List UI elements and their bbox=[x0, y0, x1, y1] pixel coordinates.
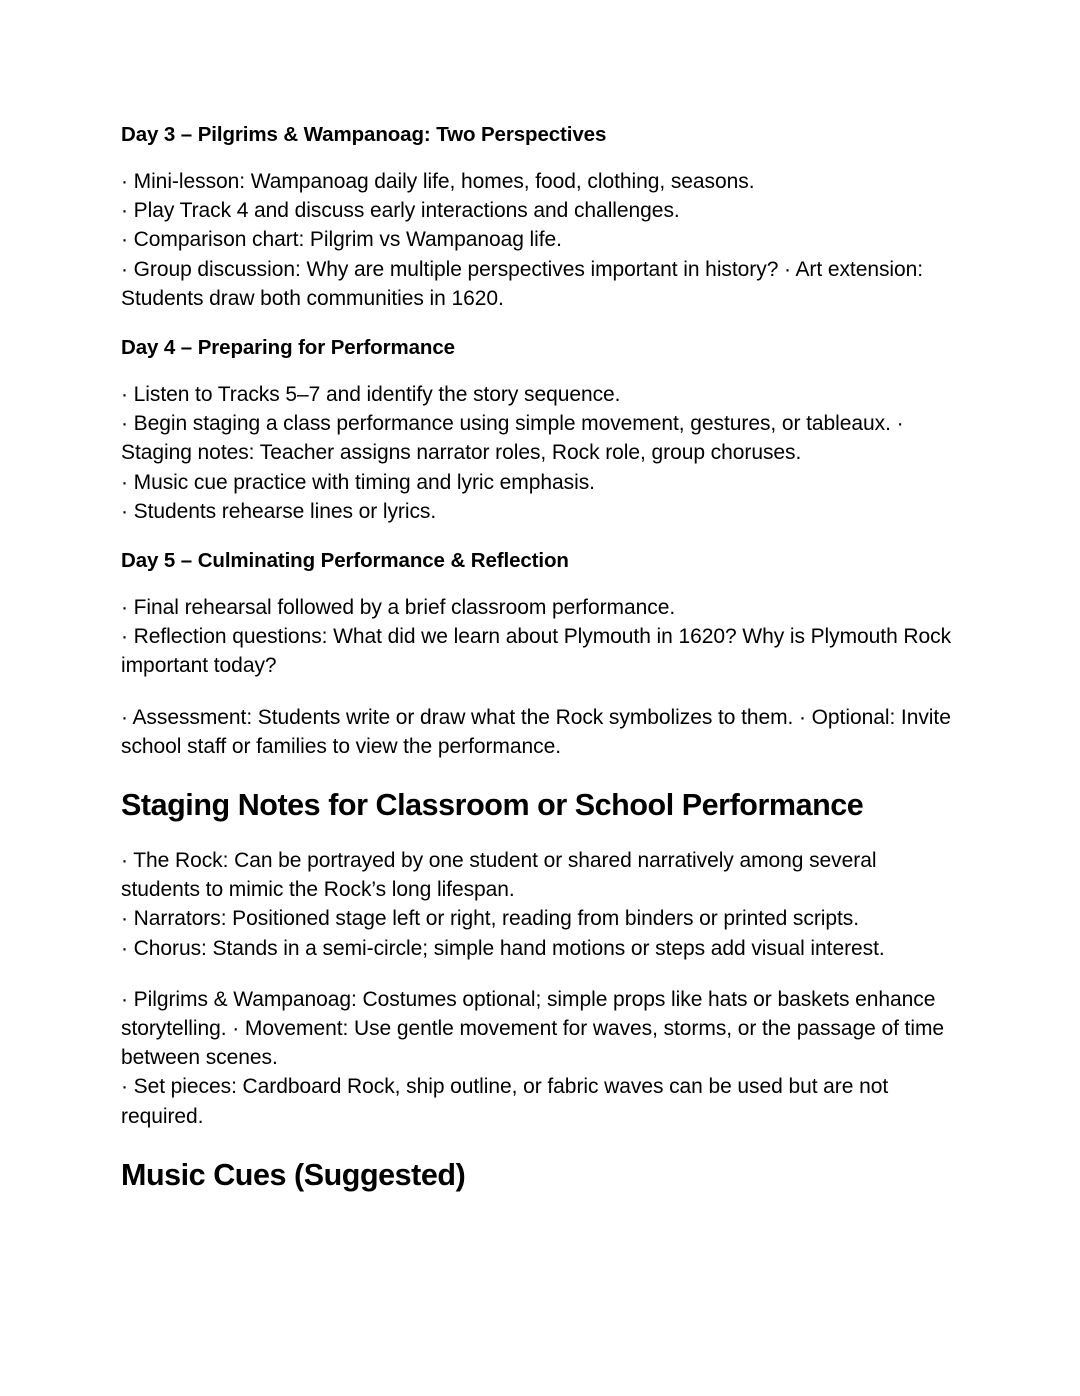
section-day-4 bbox=[121, 335, 961, 526]
section-paragraph-day-4-1: · Listen to Tracks 5–7 and identify the story sequence. · Begin staging a class performance using simple movement, gestures, or tableaux. · Staging notes: Teacher assigns narrator roles, Rock role, group choruses. · Music cue practice with timing and lyric emphasis. · Students rehearse lines or lyrics. bbox=[121, 383, 904, 523]
section-paragraph-day-3-1: · Mini-lesson: Wampanoag daily life, homes, food, clothing, seasons. · Play Track 4 and discuss early interactions and challenges. · Comparison chart: Pilgrim vs Wampanoag life. · Group discussion: Why are multiple perspectives important in history? · Art extension: Students draw both communities in 1620. bbox=[121, 170, 924, 310]
section-day-3 bbox=[121, 122, 961, 313]
section-heading-day-3: Day 3 – Pilgrims & Wampanoag: Two Perspectives bbox=[121, 123, 607, 146]
section-paragraph-staging-2: · Pilgrims & Wampanoag: Costumes optional; simple props like hats or baskets enhance storytelling. · Movement: Use gentle movement for waves, storms, or the passage of time between scenes. · Set pieces: Cardboard Rock, ship outline, or fabric waves can be used but are not required. bbox=[121, 987, 945, 1128]
section-day-5 bbox=[121, 548, 961, 761]
section-staging-notes bbox=[121, 787, 961, 1131]
section-paragraph-day-5-1: · Final rehearsal followed by a brief classroom performance. · Reflection questions: What did we learn about Plymouth in 1620? Why is Plymouth Rock important today? bbox=[121, 596, 952, 678]
major-heading-music-cues: Music Cues (Suggested) bbox=[121, 1157, 466, 1192]
section-paragraph-staging-1: · The Rock: Can be portrayed by one student or shared narratively among several students to mimic the Rock’s long lifespan. · Narrators: Positioned stage left or right, reading from binders or printed scripts. · Chorus: Stands in a semi-circle; simple hand motions or steps add visual interest. bbox=[121, 849, 885, 960]
section-heading-day-5: Day 5 – Culminating Performance & Reflection bbox=[121, 549, 569, 573]
document-body bbox=[121, 122, 961, 1194]
section-heading-day-4: Day 4 – Preparing for Performance bbox=[121, 336, 455, 360]
major-heading-staging-notes: Staging Notes for Classroom or School Performance bbox=[121, 788, 864, 823]
section-music-cues bbox=[121, 1157, 961, 1194]
section-paragraph-day-5-2: · Assessment: Students write or draw what the Rock symbolizes to them. · Optional: Invite school staff or families to view the performance. bbox=[121, 705, 951, 758]
